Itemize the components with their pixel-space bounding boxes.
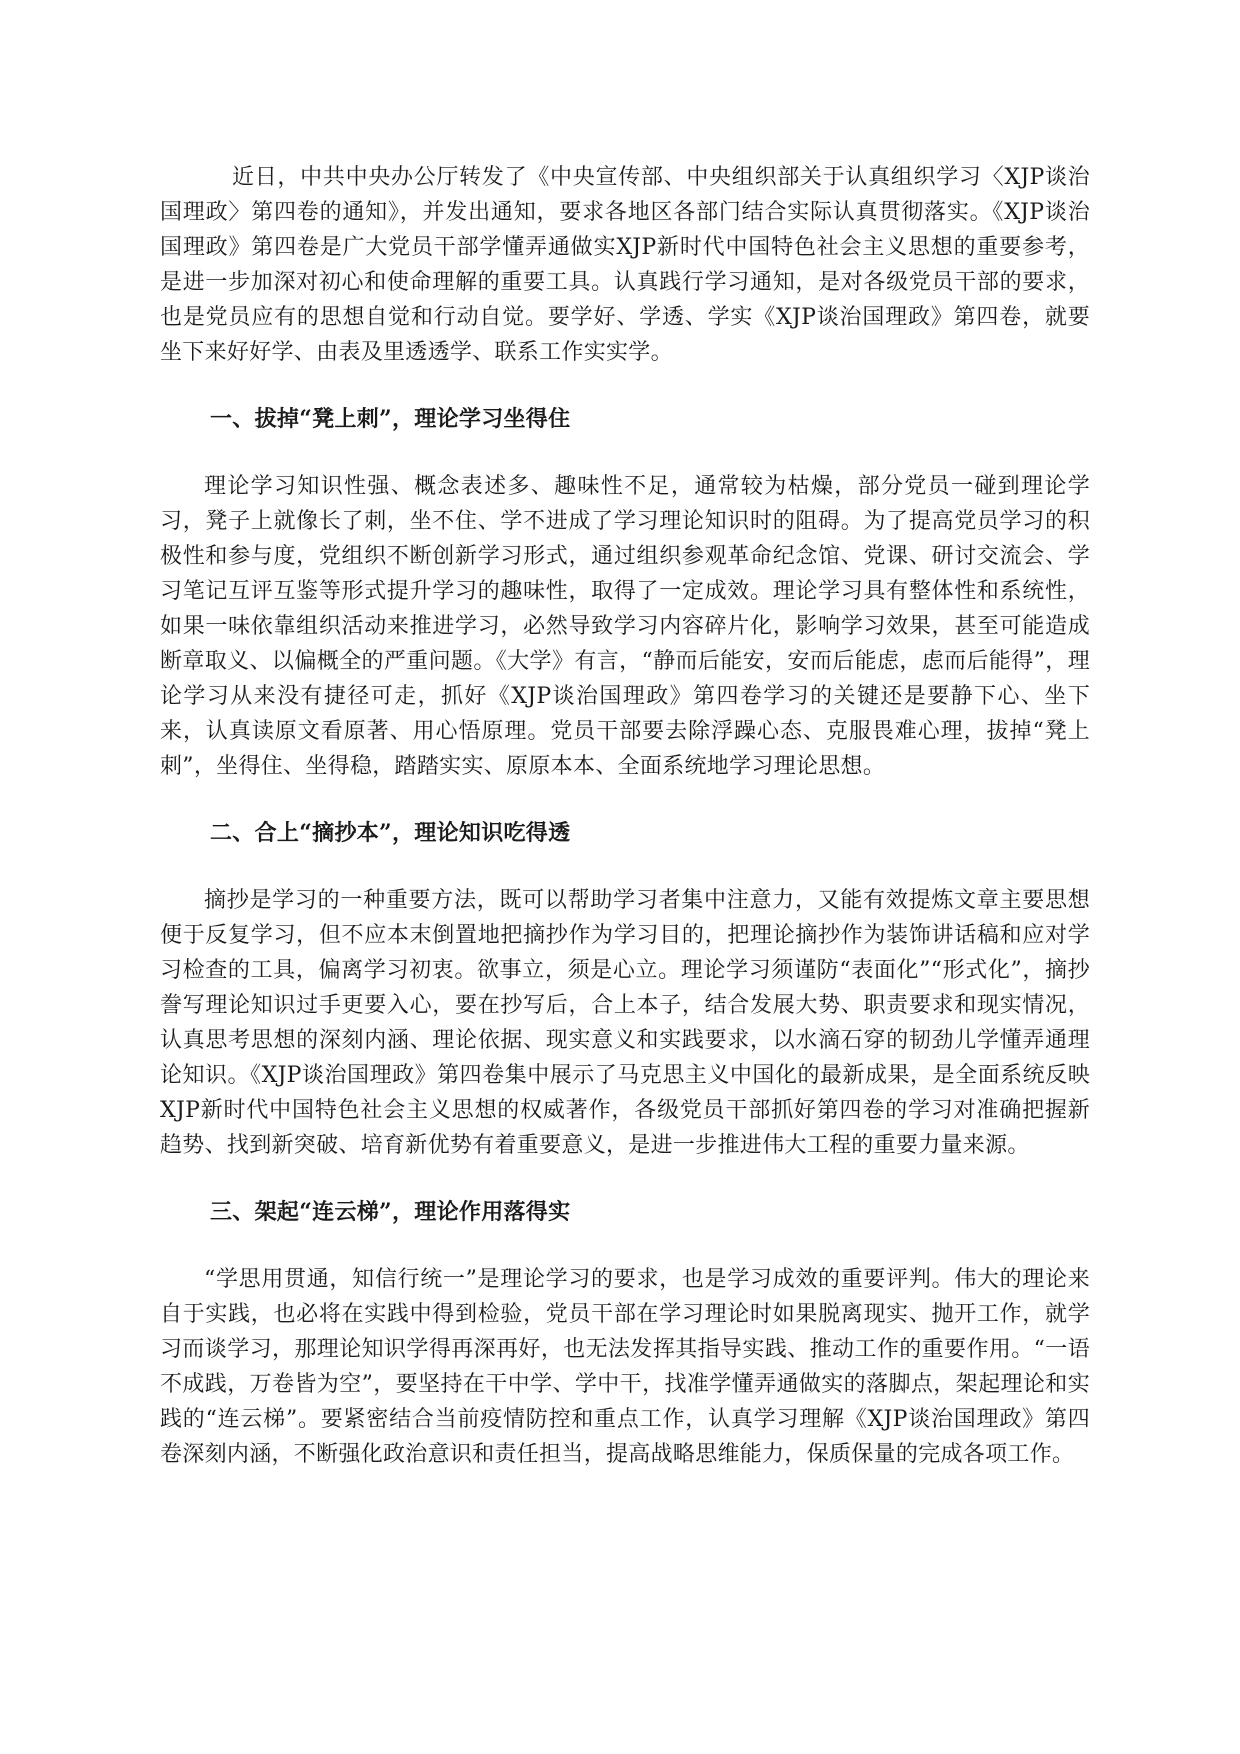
spacer bbox=[160, 437, 1090, 469]
intro-paragraph: 近日，中共中央办公厅转发了《中央宣传部、中央组织部关于认真组织学习〈XJP谈治国理政〉第四卷的通知》，并发出通知，要求各地区各部门结合实际认真贯彻落实。《XJP谈治国理政》第四卷是广大党员干部学懂弄通做实XJP新时代中国特色社会主义思想的重要参考，是进一步加深对初心和使命理解的重要工具。认真践行学习通知，是对各级党员干部的要求，也是党员应有的思想自觉和行动自觉。要学好、学透、学实《XJP谈治国理政》第四卷，就要坐下来好好学、由表及里透透学、联系工作实实学。 bbox=[160, 165, 1090, 365]
spacer bbox=[160, 784, 1090, 816]
section-heading-3: 三、架起“连云梯”，理论作用落得实 bbox=[210, 1199, 571, 1225]
section-heading-1: 一、拔掉“凳上刺”，理论学习坐得住 bbox=[210, 406, 571, 432]
spacer bbox=[160, 1230, 1090, 1262]
spacer bbox=[160, 851, 1090, 883]
section-body-3: “学思用贯通，知信行统一”是理论学习的要求，也是学习成效的重要评判。伟大的理论来自于实践，也必将在实践中得到检验，党员干部在学习理论时如果脱离现实、抛开工作，就学习而谈学习，那理论知识学得再深再好，也无法发挥其指导实践、推动工作的重要作用。“一语不成践，万卷皆为空”，要坚持在干中学、学中干，找准学懂弄通做实的落脚点，架起理论和实践的“连云梯”。要紧密结合当前疫情防控和重点工作，认真学习理解《XJP谈治国理政》第四卷深刻内涵，不断强化政治意识和责任担当，提高战略思维能力，保质保量的完成各项工作。 bbox=[160, 1267, 1090, 1467]
section-heading-2: 二、合上“摘抄本”，理论知识吃得透 bbox=[210, 820, 571, 846]
document-page bbox=[160, 160, 1090, 1472]
spacer bbox=[160, 1163, 1090, 1195]
section-body-2: 摘抄是学习的一种重要方法，既可以帮助学习者集中注意力，又能有效提炼文章主要思想便于反复学习，但不应本末倒置地把摘抄作为学习目的，把理论摘抄作为装饰讲话稿和应对学习检查的工具，偏离学习初衷。欲事立，须是心立。理论学习须谨防“表面化”“形式化”，摘抄誊写理论知识过手更要入心，要在抄写后，合上本子，结合发展大势、职责要求和现实情况，认真思考思想的深刻内涵、理论依据、现实意义和实践要求，以水滴石穿的韧劲儿学懂弄通理论知识。《XJP谈治国理政》第四卷集中展示了马克思主义中国化的最新成果，是全面系统反映XJP新时代中国特色社会主义思想的权威著作，各级党员干部抓好第四卷的学习对准确把握新趋势、找到新突破、培育新优势有着重要意义，是进一步推进伟大工程的重要力量来源。 bbox=[160, 888, 1090, 1158]
section-body-1: 理论学习知识性强、概念表述多、趣味性不足，通常较为枯燥，部分党员一碰到理论学习，凳子上就像长了刺，坐不住、学不进成了学习理论知识时的阻碍。为了提高党员学习的积极性和参与度，党组织不断创新学习形式，通过组织参观革命纪念馆、党课、研讨交流会、学习笔记互评互鉴等形式提升学习的趣味性，取得了一定成效。理论学习具有整体性和系统性，如果一味依靠组织活动来推进学习，必然导致学习内容碎片化，影响学习效果，甚至可能造成断章取义、以偏概全的严重问题。《大学》有言，“静而后能安，安而后能虑，虑而后能得”，理论学习从来没有捷径可走，抓好《XJP谈治国理政》第四卷学习的关键还是要静下心、坐下来，认真读原文看原著、用心悟原理。党员干部要去除浮躁心态、克服畏难心理，拔掉“凳上刺”，坐得住、坐得稳，踏踏实实、原原本本、全面系统地学习理论思想。 bbox=[160, 474, 1090, 779]
spacer bbox=[160, 370, 1090, 402]
